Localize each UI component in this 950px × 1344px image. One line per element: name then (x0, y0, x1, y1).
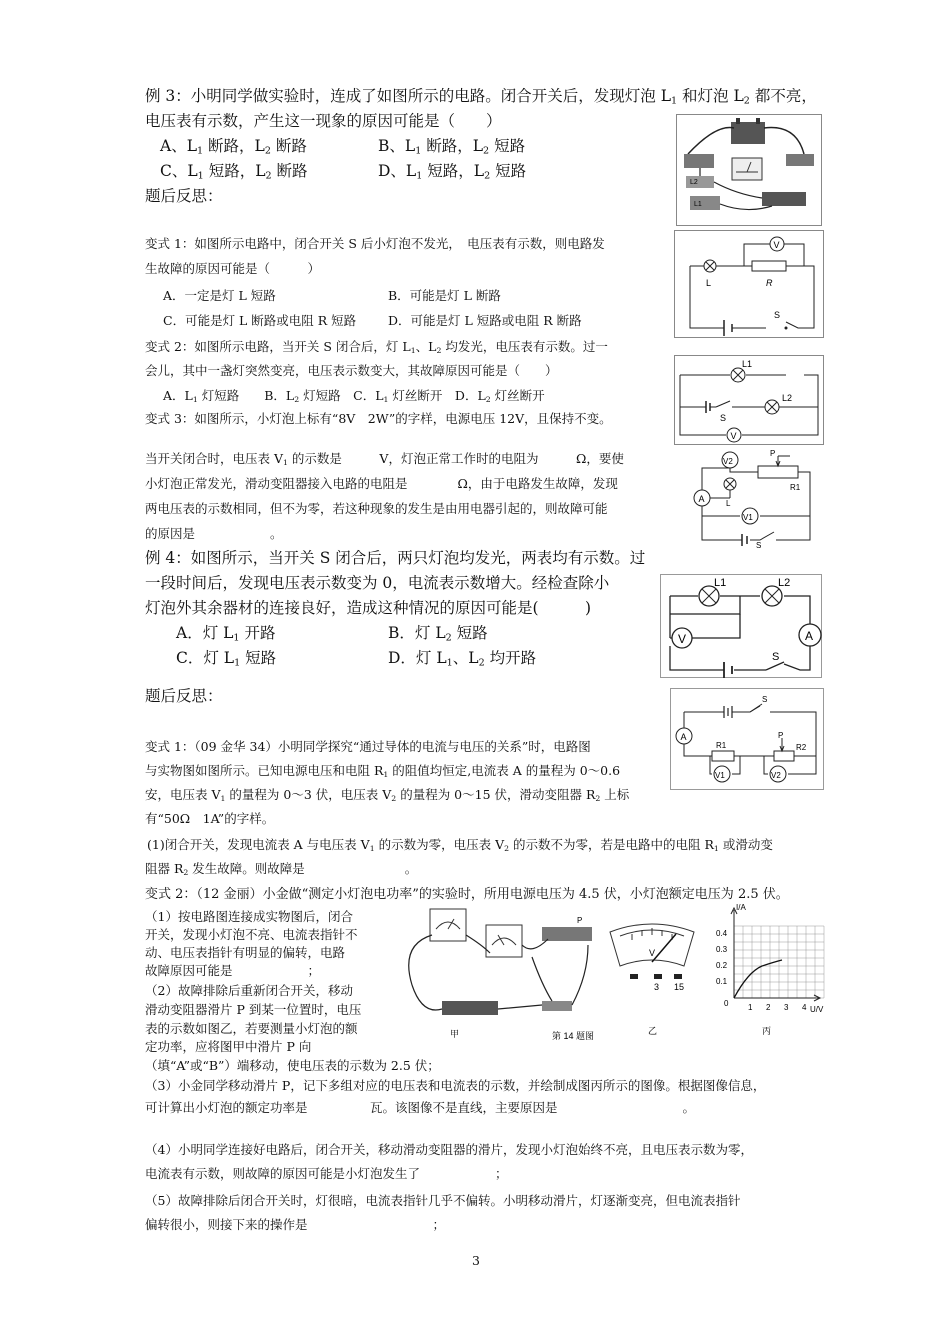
svg-text:I/A: I/A (736, 903, 746, 912)
ex4-option-a: A．灯 $L_1$ 开路 (176, 624, 276, 644)
svg-text:A: A (805, 629, 814, 643)
v1-line1: 变式 1：如图所示电路中，闭合开关 S 后小灯泡不发光， 电压表有示数，则电路发 (145, 236, 605, 251)
v5-q1-line2: 开关，发现小灯泡不亮、电流表指针不 (145, 927, 358, 942)
iu-curve (734, 960, 782, 998)
v4-line1: 变式 1：（09 金华 34）小明同学探究“通过导体的电流与电压的关系”时，电路图 (145, 739, 591, 754)
svg-text:V1: V1 (743, 513, 753, 522)
ex4-option-c: C．灯 $L_1$ 短路 (176, 649, 277, 669)
svg-text:甲: 甲 (450, 1029, 460, 1039)
svg-text:A: A (698, 494, 705, 504)
svg-text:S: S (772, 651, 780, 663)
v1-circuit-diagram (674, 230, 824, 338)
v5-q1-line3: 动、电压表指针有明显的偏转，电路 (145, 945, 346, 960)
v1-option-d: D．可能是灯 L 短路或电阻 R 断路 (388, 313, 582, 328)
svg-text:第 14 题图: 第 14 题图 (552, 1031, 595, 1041)
v5-line1: 变式 2：（12 金丽）小金做“测定小灯泡电功率”的实验时，所用电源电压为 4.5 伏，小灯泡额定电压为 2.5 伏。 (145, 887, 789, 902)
svg-text:0.4: 0.4 (716, 929, 728, 938)
ex3-reflection: 题后反思： (145, 187, 223, 205)
v5-q4-line2: 电流表有示数，则故障的原因可能是小灯泡发生了 ； (145, 1166, 508, 1181)
rheostat (542, 927, 592, 941)
v3-line5: 的原因是 。 (145, 526, 283, 541)
v4-line3: 安，电压表 $V_1$ 的量程为 0～3 伏，电压表 $V_2$ 的量程为 0～15 伏，滑动变阻器 $R_2$ 上标 (145, 787, 630, 803)
page-number: 3 (472, 1253, 480, 1268)
svg-text:R2: R2 (796, 743, 807, 752)
v5-q2-line5: （填“A”或“B”）端移动，使电压表的示数为 2.5 伏； (145, 1058, 440, 1073)
v4-circuit-diagram (670, 688, 824, 790)
v3-line4: 两电压表的示数相同，但不为零，若这种现象的发生是由用电器引起的，则故障可能 (145, 501, 608, 516)
svg-text:0: 0 (724, 999, 729, 1008)
svg-text:P: P (577, 916, 583, 925)
svg-text:P: P (770, 449, 776, 458)
v2-options: A．$L_1$ 灯短路 B．$L_2$ 灯短路 C．$L_1$ 灯丝断开 D．$L_2$ 灯丝断开 (163, 388, 545, 404)
svg-text:L2: L2 (690, 179, 698, 186)
v5-q3-line1: （3）小金同学移动滑片 P，记下多组对应的电压表和电流表的示数，并绘制成图丙所示的图像。根据图像信息， (145, 1078, 766, 1093)
svg-text:R1: R1 (716, 741, 727, 750)
ex3-option-a: A、$L_1$ 断路，$L_2$ 断路 (160, 137, 307, 157)
v5-voltmeter-figure-yi (602, 918, 702, 1048)
svg-text:V: V (773, 240, 780, 250)
svg-text:S: S (762, 695, 768, 704)
svg-text:L1: L1 (714, 577, 727, 589)
v1-option-a: A．一定是灯 L 短路 (163, 288, 276, 303)
ex4-line2: 一段时间后，发现电压表示数变为 0，电流表示数增大。经检查除小 (145, 574, 610, 592)
ex3-line1: 例 3：小明同学做实验时，连成了如图所示的电路。闭合开关后，发现灯泡 $L_1$ 和灯泡 $L_2$ 都不亮， (145, 87, 817, 107)
svg-text:3: 3 (654, 982, 660, 992)
v3-line1: 变式 3：如图所示，小灯泡上标有“8V 2W”的字样，电源电压 12V，且保持不变。 (145, 411, 612, 426)
v5-q5-line1: （5）故障排除后闭合开关时，灯很暗，电流表指针几乎不偏转。小明移动滑片，灯逐渐变亮，但电流表指针 (145, 1193, 741, 1208)
v5-iu-graph-bing (712, 900, 830, 1050)
v2-circuit-diagram (674, 355, 824, 445)
v5-q5-line2: 偏转很小，则接下来的操作是 ； (145, 1217, 446, 1232)
v5-q2-line2: 滑动变阻器滑片 P 到某一位置时，电压 (145, 1002, 362, 1017)
v3-line2: 当开关闭合时，电压表 $V_1$ 的示数是 V，灯泡正常工作时的电阻为 Ω，要使 (145, 451, 624, 467)
battery-pack (442, 1001, 498, 1015)
svg-text:P: P (778, 731, 784, 740)
svg-text:V: V (730, 431, 737, 441)
switch (542, 1001, 572, 1011)
graph-grid (734, 926, 824, 998)
v3-circuit-diagram (690, 444, 820, 548)
ex3-line2: 电压表有示数，产生这一现象的原因可能是（ ） (145, 112, 502, 130)
svg-text:3: 3 (784, 1003, 789, 1012)
svg-text:0.1: 0.1 (716, 977, 728, 986)
svg-text:L: L (726, 499, 731, 508)
svg-text:丙: 丙 (762, 1026, 772, 1036)
svg-text:2: 2 (766, 1003, 771, 1012)
svg-text:S: S (720, 413, 727, 423)
svg-text:L2: L2 (782, 393, 793, 403)
svg-text:15: 15 (674, 982, 685, 992)
v1-option-b: B．可能是灯 L 断路 (388, 288, 501, 303)
v4-line5: (1)闭合开关，发现电流表 A 与电压表 $V_1$ 的示数为零，电压表 $V_2$ 的示数不为零，若是电路中的电阻 $R_1$ 或滑动变 (147, 837, 773, 853)
v5-q2-line1: （2）故障排除后重新闭合开关，移动 (145, 983, 353, 998)
svg-text:L1: L1 (742, 359, 753, 369)
svg-text:乙: 乙 (648, 1026, 658, 1036)
svg-text:S: S (756, 541, 762, 548)
ex3-option-b: B、$L_1$ 断路，$L_2$ 短路 (378, 137, 526, 157)
svg-text:L1: L1 (694, 201, 702, 208)
svg-text:V2: V2 (771, 771, 781, 780)
svg-text:1: 1 (748, 1003, 753, 1012)
svg-text:V: V (649, 948, 656, 958)
svg-text:U/V: U/V (810, 1005, 824, 1014)
svg-text:0.2: 0.2 (716, 961, 728, 970)
ex4-line3: 灯泡外其余器材的连接良好，造成这种情况的原因可能是( ) (145, 599, 592, 617)
ex4-line1: 例 4：如图所示，当开关 S 闭合后，两只灯泡均发光，两表均有示数。过 (145, 549, 646, 567)
svg-text:0.3: 0.3 (716, 945, 728, 954)
v4-line4: 有“50Ω 1A”的字样。 (145, 811, 275, 826)
v5-q4-line1: （4）小明同学连接好电路后，闭合开关，移动滑动变阻器的滑片，发现小灯泡始终不亮，且电压表示数为零， (145, 1142, 753, 1157)
v2-line1: 变式 2：如图所示电路，当开关 S 闭合后，灯 $L_1$、$L_2$ 均发光，电压表有示数。过一 (145, 339, 608, 355)
v5-q2-line4: 定功率，应将图甲中滑片 P 向 (145, 1039, 312, 1054)
svg-text:V2: V2 (723, 457, 733, 466)
v5-q1-line1: （1）按电路图连接成实物图后，闭合 (145, 909, 353, 924)
svg-text:V: V (678, 632, 687, 646)
ex3-option-c: C、$L_1$ 短路，$L_2$ 断路 (160, 162, 308, 182)
svg-text:L2: L2 (778, 577, 791, 589)
v3-line3: 小灯泡正常发光，滑动变阻器接入电路的电阻是 Ω，由于电路发生故障，发现 (145, 476, 618, 491)
svg-text:V1: V1 (715, 771, 725, 780)
battery-box (731, 122, 765, 144)
v5-q2-line3: 表的示数如图乙，若要测量小灯泡的额 (145, 1021, 358, 1036)
svg-text:4: 4 (802, 1003, 807, 1012)
v1-line2: 生故障的原因可能是（ ） (145, 261, 321, 276)
v1-option-c: C．可能是灯 L 断路或电阻 R 短路 (163, 313, 357, 328)
ex4-option-d: D．灯 $L_1$、$L_2$ 均开路 (388, 649, 537, 669)
ex4-option-b: B．灯 $L_2$ 短路 (388, 624, 488, 644)
v2-line2: 会儿，其中一盏灯突然变亮，电压表示数变大，其故障原因可能是（ ） (145, 363, 558, 378)
svg-text:R1: R1 (790, 483, 801, 492)
v5-apparatus-figure-jia (402, 905, 602, 1047)
svg-text:S: S (774, 310, 781, 320)
svg-text:L: L (706, 278, 712, 288)
v4-line6: 阻器 $R_2$ 发生故障。则故障是 。 (145, 861, 418, 877)
v4-line2: 与实物图如图所示。已知电源电压和电阻 $R_1$ 的阻值均恒定,电流表 A 的量程为 0～0.6 (145, 763, 621, 779)
ex4-reflection: 题后反思： (145, 687, 223, 705)
v5-q1-line4: 故障原因可能是 ； (145, 963, 321, 978)
svg-text:A: A (680, 732, 687, 742)
ex4-circuit-diagram (660, 574, 822, 678)
v5-q3-line2: 可计算出小灯泡的额定功率是 瓦。该图像不是直线，主要原因是 。 (145, 1100, 696, 1115)
ex3-apparatus-figure (676, 114, 822, 226)
ex3-option-d: D、$L_1$ 短路，$L_2$ 短路 (378, 162, 527, 182)
svg-text:R: R (766, 278, 773, 288)
